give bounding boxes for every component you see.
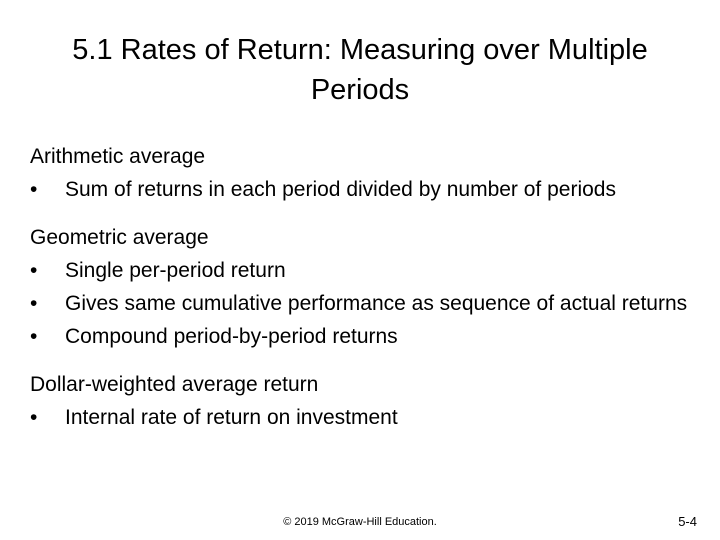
bullet-icon: •: [30, 325, 38, 348]
bullet-icon: •: [30, 259, 38, 282]
bullet-icon: •: [30, 178, 38, 201]
bullet-list: [30, 401, 690, 434]
section-arithmetic-average: [30, 140, 690, 206]
bullet-icon: •: [30, 406, 38, 429]
page-number: 5-4: [678, 514, 697, 529]
slide-content: [30, 140, 690, 434]
section-heading: Geometric average: [30, 226, 209, 249]
section-heading: Dollar-weighted average return: [30, 373, 319, 396]
bullet-item: [30, 254, 690, 287]
bullet-text: Gives same cumulative performance as sequence of actual returns: [65, 292, 688, 315]
slide-title: 5.1 Rates of Return: Measuring over Multiple Periods: [72, 34, 648, 106]
bullet-text: Single per-period return: [65, 259, 286, 282]
bullet-list: [30, 173, 690, 206]
bullet-icon: •: [30, 292, 38, 315]
slide-footer: [0, 514, 720, 534]
section-geometric-average: [30, 221, 690, 353]
bullet-text: Internal rate of return on investment: [65, 406, 398, 429]
bullet-item: [30, 173, 690, 206]
section-dollar-weighted-average: [30, 368, 690, 434]
copyright-notice: © 2019 McGraw-Hill Education.: [283, 516, 437, 528]
bullet-text: Sum of returns in each period divided by number of periods: [65, 178, 616, 201]
bullet-item: [30, 320, 690, 353]
bullet-item: [30, 287, 690, 320]
section-heading: Arithmetic average: [30, 145, 206, 168]
bullet-item: [30, 401, 690, 434]
bullet-list: [30, 254, 690, 353]
bullet-text: Compound period-by-period returns: [65, 325, 398, 348]
